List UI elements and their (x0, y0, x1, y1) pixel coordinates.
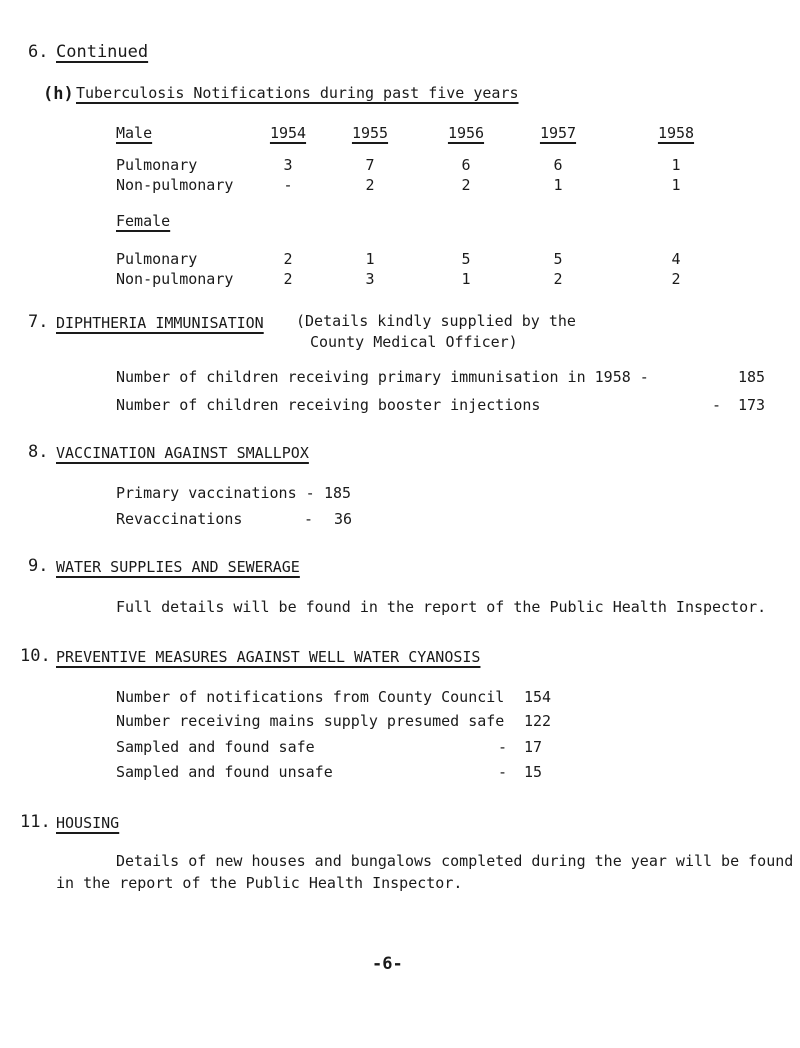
section-8-number: 8. (28, 442, 49, 462)
section-9-title: WATER SUPPLIES AND SEWERAGE (56, 558, 300, 576)
group-heading-female: Female (116, 212, 171, 230)
revaccinations-value: 36 (334, 510, 353, 528)
section-7-number: 7. (28, 312, 49, 332)
section-7-title: DIPHTHERIA IMMUNISATION (56, 314, 264, 332)
list-item-value: 122 (524, 712, 552, 730)
section-11-text-line2: in the report of the Public Health Inspector. (56, 874, 463, 892)
table-row (0, 156, 800, 176)
list-item-label: Sampled and found safe (116, 738, 315, 756)
list-item-dash: - (498, 763, 508, 781)
table-cell: 2 (671, 270, 681, 288)
section-9-text: Full details will be found in the report of the Public Health Inspector. (116, 598, 767, 616)
section-11-number: 11. (20, 812, 51, 832)
table-cell: 2 (553, 270, 563, 288)
section-6-title: Continued (56, 42, 149, 62)
primary-vaccinations-value: 185 (324, 484, 352, 502)
list-item-label: Number of notifications from County Council (116, 688, 505, 706)
subsection-title: Tuberculosis Notifications during past five years (76, 84, 519, 102)
table-cell: 1 (671, 176, 681, 194)
page-number: -6- (372, 954, 403, 974)
row-label: Pulmonary (116, 250, 198, 268)
table-cell: 6 (461, 156, 471, 174)
booster-injections-text: Number of children receiving booster injections (116, 396, 541, 414)
row-label: Pulmonary (116, 156, 198, 174)
primary-immunisation-text: Number of children receiving primary immunisation in 1958 - (116, 368, 649, 386)
table-row (0, 270, 800, 290)
table-cell: 2 (461, 176, 471, 194)
row-label: Non-pulmonary (116, 270, 234, 288)
section-7-note-line2: County Medical Officer) (310, 333, 518, 351)
section-9-number: 9. (28, 556, 49, 576)
section-6-number: 6. (28, 42, 49, 62)
section-10-number: 10. (20, 646, 51, 666)
list-item-label: Sampled and found unsafe (116, 763, 333, 781)
list-item-label: Number receiving mains supply presumed safe (116, 712, 505, 730)
year-header: 1957 (539, 124, 577, 142)
list-item-value: 17 (524, 738, 543, 756)
section-7-note-line1: (Details kindly supplied by the (296, 312, 576, 330)
table-header-row (0, 124, 800, 144)
table-cell: - (283, 176, 293, 194)
booster-injections-dash: - (712, 396, 722, 414)
year-header: 1954 (269, 124, 307, 142)
booster-injections-value: 173 (738, 396, 766, 414)
year-header: 1955 (351, 124, 389, 142)
list-item-value: 15 (524, 763, 543, 781)
table-cell: 5 (553, 250, 563, 268)
section-11-text-line1: Details of new houses and bungalows completed during the year will be found (116, 852, 794, 870)
table-cell: 2 (283, 270, 293, 288)
table-cell: 1 (365, 250, 375, 268)
table-cell: 3 (365, 270, 375, 288)
group-heading-row (0, 212, 800, 232)
row-label: Non-pulmonary (116, 176, 234, 194)
table-row (0, 250, 800, 270)
primary-immunisation-value: 185 (738, 368, 766, 386)
primary-vaccinations-text: Primary vaccinations - (116, 484, 315, 502)
group-heading-male: Male (116, 124, 153, 142)
subsection-marker: (h) (43, 84, 74, 104)
table-cell: 3 (283, 156, 293, 174)
table-cell: 2 (283, 250, 293, 268)
table-cell: 1 (671, 156, 681, 174)
list-item-value: 154 (524, 688, 552, 706)
year-header: 1958 (657, 124, 695, 142)
table-cell: 6 (553, 156, 563, 174)
table-cell: 5 (461, 250, 471, 268)
table-cell: 4 (671, 250, 681, 268)
table-cell: 1 (553, 176, 563, 194)
revaccinations-text: Revaccinations (116, 510, 243, 528)
table-cell: 7 (365, 156, 375, 174)
section-11-title: HOUSING (56, 814, 120, 832)
section-10-title: PREVENTIVE MEASURES AGAINST WELL WATER CYANOSIS (56, 648, 481, 666)
list-item-dash: - (498, 738, 508, 756)
section-8-title: VACCINATION AGAINST SMALLPOX (56, 444, 309, 462)
table-cell: 1 (461, 270, 471, 288)
revaccinations-dash: - (304, 510, 314, 528)
year-header: 1956 (447, 124, 485, 142)
table-cell: 2 (365, 176, 375, 194)
table-row (0, 176, 800, 196)
